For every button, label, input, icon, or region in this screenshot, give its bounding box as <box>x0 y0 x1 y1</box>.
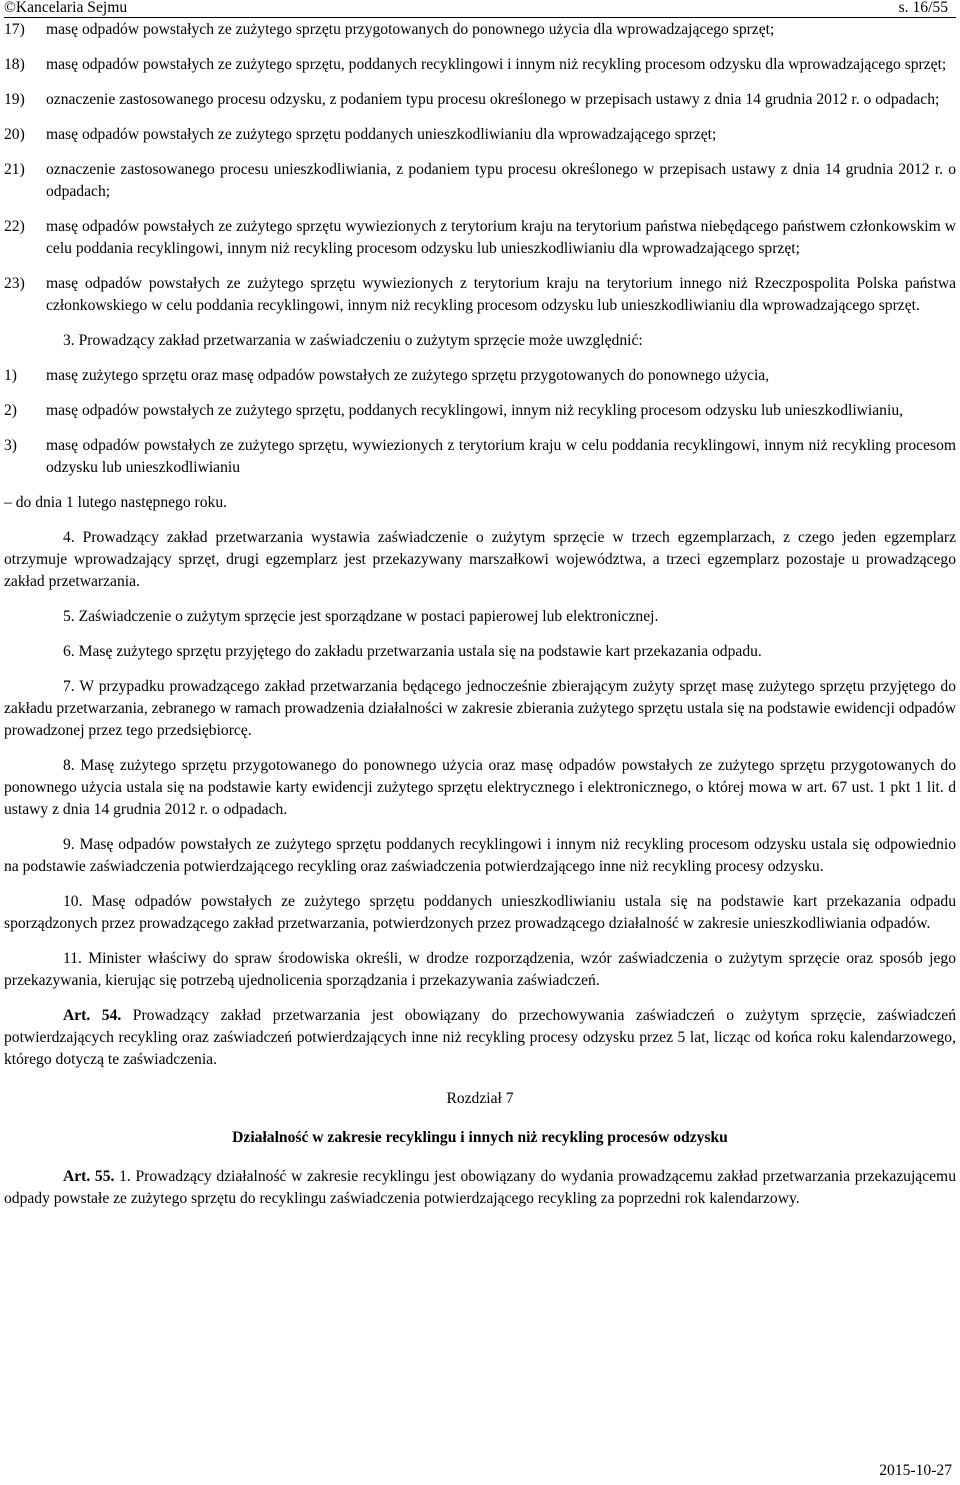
article-text: Prowadzący zakład przetwarzania jest obowiązany do przechowywania zaświadczeń o zużytym sprzęcie, zaświadczeń potwierdzających recykling oraz zaświadczeń potwierdzających inne niż recykling procesy odzysku przez 5 lat, licząc od końca roku kalendarzowego, którego dotyczą te zaświadczenia. <box>4 1007 956 1068</box>
article-text: 1. Prowadzący działalność w zakresie recyklingu jest obowiązany do wydania prowadzącemu zakład przetwarzania przekazującemu odpady powstałe ze zużytego sprzętu do recyklingu zaświadczenia potwierdzającego recykling za poprzedni rok kalendarzowy. <box>4 1168 956 1207</box>
chapter-title: Działalność w zakresie recyklingu i innych niż recykling procesów odzysku <box>232 1129 728 1146</box>
list-item-23 <box>4 273 956 317</box>
article-label: Art. 55. <box>63 1168 115 1185</box>
header-source: ©Kancelaria Sejmu <box>4 0 128 16</box>
paragraph-9: 9. Masę odpadów powstałych ze zużytego sprzętu poddanych recyklingowi i innym niż recykling procesom odzysku ustala się odpowiednio na podstawie zaświadczenia potwierdzającego recykling oraz zaświadczenia potwierdzającego inne niż recykling procesy odzysku. <box>4 836 956 875</box>
paragraph-7: 7. W przypadku prowadzącego zakład przetwarzania będącego jednocześnie zbierającym zużyty sprzęt masę zużytego sprzętu przyjętego do zakładu przetwarzania, zebranego w ramach prowadzenia działalności w zakresie zbierania zużytego sprzętu ustala się na podstawie ewidencji odpadów prowadzonej przez tego przedsiębiorcę. <box>4 678 956 739</box>
item-number: 22) <box>4 218 25 235</box>
list-item-19 <box>4 89 956 111</box>
item-text: masę odpadów powstałych ze zużytego sprzętu wywiezionych z terytorium kraju na terytorium innego niż Rzeczpospolita Polska państwa członkowskiego w celu poddania recyklingowi, innym niż recykling procesom odzysku lub unieszkodliwianiu dla wprowadzającego sprzęt. <box>46 275 956 314</box>
item-number: 1) <box>4 367 17 384</box>
item-text: masę zużytego sprzętu oraz masę odpadów powstałych ze zużytego sprzętu przygotowanych do ponownego użycia, <box>46 367 770 384</box>
list-a <box>4 19 956 317</box>
item-text: oznaczenie zastosowanego procesu unieszkodliwiania, z podaniem typu procesu określonego w przepisach ustawy z dnia 14 grudnia 2012 r. o odpadach; <box>46 161 956 200</box>
list-item-18 <box>4 54 956 76</box>
paragraph-4: 4. Prowadzący zakład przetwarzania wystawia zaświadczenie o zużytym sprzęcie w trzech egzemplarzach, z czego jeden egzemplarz otrzymuje wprowadzający sprzęt, drugi egzemplarz jest przekazywany marszałkowi województwa, a trzeci egzemplarz pozostaje u prowadzącego zakład przetwarzania. <box>4 529 956 590</box>
paragraph-3: 3. Prowadzący zakład przetwarzania w zaświadczeniu o zużytym sprzęcie może uwzględnić: <box>63 332 643 349</box>
paragraph-5: 5. Zaświadczenie o zużytym sprzęcie jest sporządzane w postaci papierowej lub elektronicznej. <box>63 608 659 625</box>
list-item-21 <box>4 159 956 203</box>
article-55 <box>4 1166 956 1210</box>
page-header <box>4 0 956 16</box>
chapter-number: Rozdział 7 <box>446 1090 514 1107</box>
item-text: masę odpadów powstałych ze zużytego sprzętu, poddanych recyklingowi i innym niż recykling procesom odzysku dla wprowadzającego sprzęt; <box>46 56 947 73</box>
header-rule <box>4 17 956 18</box>
list-item-22 <box>4 216 956 260</box>
list-item-20 <box>4 124 956 146</box>
paragraph-11: 11. Minister właściwy do spraw środowiska określi, w drodze rozporządzenia, wzór zaświadczenia o zużytym sprzęcie oraz sposób jego przekazywania, kierując się potrzebą ujednolicenia sporządzania i przekazywania zaświadczeń. <box>4 950 956 989</box>
item-number: 21) <box>4 161 25 178</box>
list-b-item-2 <box>4 400 956 422</box>
list-b <box>4 365 956 479</box>
item-number: 17) <box>4 21 25 38</box>
item-number: 2) <box>4 402 17 419</box>
item-text: masę odpadów powstałych ze zużytego sprzętu, wywiezionych z terytorium kraju w celu poddania recyklingowi, innym niż recykling procesom odzysku lub unieszkodliwianiu <box>46 437 956 476</box>
item-text: masę odpadów powstałych ze zużytego sprzętu przygotowanych do ponownego użycia dla wprowadzającego sprzęt; <box>46 21 775 38</box>
list-b-item-1 <box>4 365 956 387</box>
dash-line: – do dnia 1 lutego następnego roku. <box>4 494 228 511</box>
list-b-item-3 <box>4 435 956 479</box>
item-number: 3) <box>4 437 17 454</box>
paragraph-6: 6. Masę zużytego sprzętu przyjętego do zakładu przetwarzania ustala się na podstawie kart przekazania odpadu. <box>63 643 762 660</box>
item-number: 20) <box>4 126 25 143</box>
item-text: masę odpadów powstałych ze zużytego sprzętu poddanych unieszkodliwianiu dla wprowadzającego sprzęt; <box>46 126 717 143</box>
item-text: masę odpadów powstałych ze zużytego sprzętu, poddanych recyklingowi, innym niż recykling procesom odzysku lub unieszkodliwianiu, <box>46 402 904 419</box>
footer-date: 2015-10-27 <box>879 1462 952 1479</box>
article-54 <box>4 1005 956 1071</box>
paragraph-10: 10. Masę odpadów powstałych ze zużytego sprzętu poddanych unieszkodliwianiu ustala się na podstawie kart przekazania odpadu sporządzonych przez prowadzącego zakład przetwarzania, potwierdzonych przez prowadzącego działalność w zakresie unieszkodliwiania odpadów. <box>4 893 956 932</box>
article-label: Art. 54. <box>63 1007 122 1024</box>
item-number: 19) <box>4 91 25 108</box>
item-number: 18) <box>4 56 25 73</box>
item-text: masę odpadów powstałych ze zużytego sprzętu wywiezionych z terytorium kraju na terytorium państwa niebędącego państwem członkowskim w celu poddania recyklingowi, innym niż recykling procesom odzysku lub unieszkodliwianiu dla wprowadzającego sprzęt; <box>46 218 956 257</box>
paragraph-8: 8. Masę zużytego sprzętu przygotowanego do ponownego użycia oraz masę odpadów powstałych ze zużytego sprzętu przygotowanych do ponownego użycia ustala się na podstawie karty ewidencji zużytego sprzętu elektrycznego i elektronicznego, o której mowa w art. 67 ust. 1 pkt 1 lit. d ustawy z dnia 14 grudnia 2012 r. o odpadach. <box>4 757 956 818</box>
header-page-number: s. 16/55 <box>898 0 948 16</box>
list-item-17 <box>4 19 956 41</box>
item-text: oznaczenie zastosowanego procesu odzysku, z podaniem typu procesu określonego w przepisach ustawy z dnia 14 grudnia 2012 r. o odpadach; <box>46 91 940 108</box>
item-number: 23) <box>4 275 25 292</box>
